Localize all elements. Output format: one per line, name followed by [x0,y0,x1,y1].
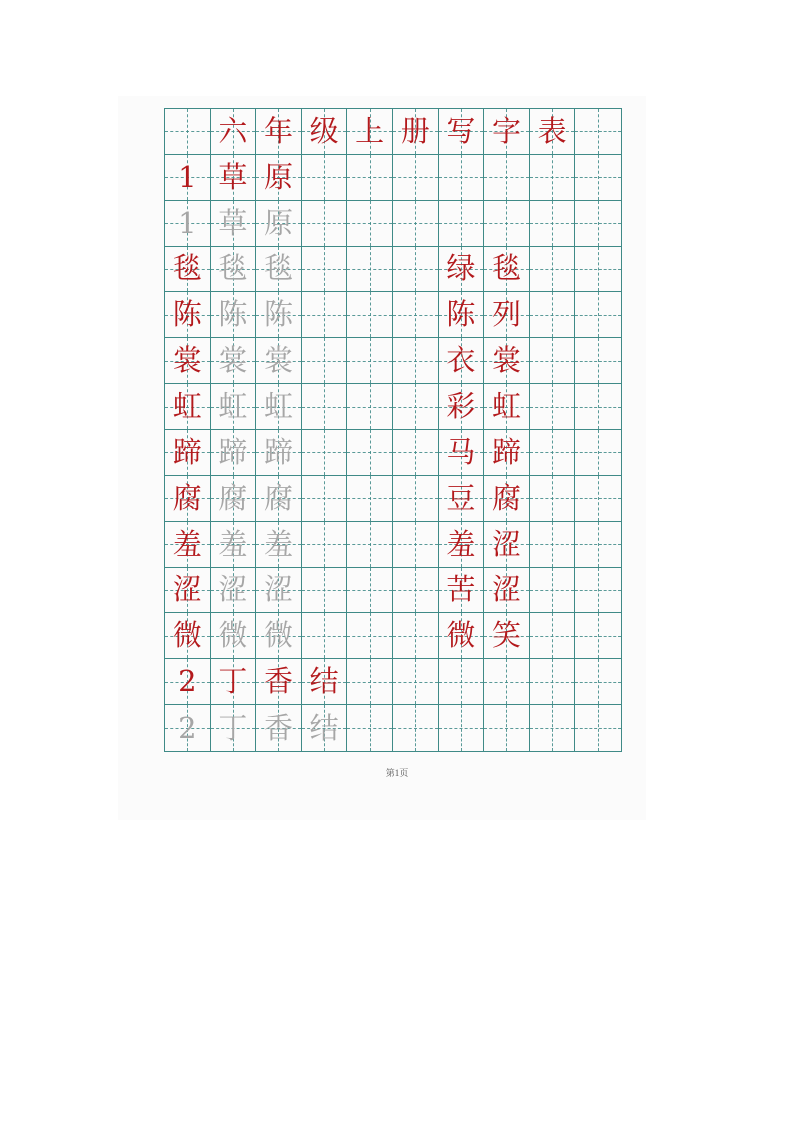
grid-cell [393,705,439,751]
grid-cell [256,201,302,247]
grid-cell [165,155,211,201]
grid-cell [484,384,530,430]
grid-character: 原 [263,205,293,240]
grid-character: 结 [309,710,339,745]
title-character: 年 [263,113,293,148]
grid-character: 绿 [446,251,476,286]
grid-cell [302,430,348,476]
grid-cell [484,476,530,522]
grid-cell [393,201,439,247]
grid-cell [393,247,439,293]
grid-cell [256,522,302,568]
grid-cell [393,109,439,155]
grid-character: 羞 [218,526,248,561]
grid-cell [211,659,257,705]
grid-character: 陈 [446,297,476,332]
grid-cell [439,659,485,705]
grid-cell [530,338,576,384]
grid-cell [484,613,530,659]
grid-cell [530,613,576,659]
grid-character: 微 [218,618,248,653]
grid-character: 原 [263,159,293,194]
grid-character: 2 [178,664,197,699]
grid-character: 腐 [172,480,202,515]
grid-cell [302,155,348,201]
grid-cell [211,201,257,247]
grid-cell [439,476,485,522]
grid-cell [530,247,576,293]
grid-cell [211,705,257,751]
grid-cell [347,522,393,568]
grid-cell [575,384,621,430]
grid-cell [302,522,348,568]
title-character: 六 [218,113,248,148]
grid-cell [393,430,439,476]
grid-cell [439,430,485,476]
grid-cell [302,705,348,751]
grid-cell [256,292,302,338]
grid-cell [393,155,439,201]
grid-cell [165,384,211,430]
grid-cell [484,338,530,384]
grid-cell [439,109,485,155]
grid-cell [165,659,211,705]
grid-cell [484,292,530,338]
grid-cell [256,568,302,614]
grid-cell [575,155,621,201]
grid-character: 腐 [491,480,521,515]
grid-cell [484,155,530,201]
grid-cell [530,155,576,201]
title-character: 字 [491,113,521,148]
grid-character: 毯 [491,251,521,286]
grid-cell [439,522,485,568]
grid-character: 毯 [172,251,202,286]
grid-character: 苦 [446,572,476,607]
grid-cell [211,292,257,338]
grid-character: 虹 [172,389,202,424]
grid-cell [347,476,393,522]
grid-cell [302,568,348,614]
grid-cell [575,430,621,476]
grid-cell [347,659,393,705]
grid-cell [484,568,530,614]
grid-character: 羞 [263,526,293,561]
grid-character: 丁 [218,664,248,699]
grid-cell [302,201,348,247]
grid-cell [439,568,485,614]
grid-cell [347,705,393,751]
grid-character: 裳 [491,343,521,378]
grid-cell [302,476,348,522]
grid-cell [165,109,211,155]
grid-character: 蹄 [218,434,248,469]
grid-cell [165,613,211,659]
grid-cell [393,384,439,430]
grid-cell [439,292,485,338]
grid-cell [211,568,257,614]
grid-cell [165,522,211,568]
grid-cell [347,292,393,338]
grid-character: 腐 [263,480,293,515]
grid-cell [347,384,393,430]
grid-character: 毯 [218,251,248,286]
grid-cell [439,247,485,293]
grid-cell [165,292,211,338]
grid-cell [211,247,257,293]
grid-cell [393,568,439,614]
grid-cell [575,522,621,568]
grid-cell [211,384,257,430]
grid-cell [347,430,393,476]
grid-cell [575,659,621,705]
grid-cell [211,109,257,155]
grid-cell [256,705,302,751]
grid-cell [211,430,257,476]
grid-cell [575,292,621,338]
grid-character: 裳 [218,343,248,378]
grid-cell [211,338,257,384]
grid-character: 毯 [263,251,293,286]
grid-cell [256,430,302,476]
grid-character: 香 [263,664,293,699]
grid-character: 陈 [172,297,202,332]
tianzige-writing-grid [164,108,622,752]
grid-cell [393,522,439,568]
grid-cell [530,476,576,522]
grid-cell [484,659,530,705]
grid-cell [211,476,257,522]
grid-cell [211,613,257,659]
grid-cell [165,476,211,522]
grid-cell [530,705,576,751]
grid-cell [256,613,302,659]
grid-cell [347,109,393,155]
grid-character: 涩 [172,572,202,607]
grid-character: 裳 [263,343,293,378]
grid-cell [575,568,621,614]
grid-character: 虹 [491,389,521,424]
grid-cell [484,247,530,293]
grid-cell [439,338,485,384]
grid-cell [439,155,485,201]
grid-cell [302,338,348,384]
grid-cell [256,384,302,430]
grid-cell [165,338,211,384]
grid-character: 2 [178,710,197,745]
grid-cell [575,338,621,384]
page-number: 第1页 [385,768,409,778]
grid-character: 虹 [218,389,248,424]
grid-cell [530,430,576,476]
title-character: 写 [446,113,476,148]
grid-cell [347,247,393,293]
grid-character: 彩 [446,389,476,424]
grid-character: 蹄 [172,434,202,469]
grid-cell [393,476,439,522]
grid-cell [165,430,211,476]
grid-cell [575,247,621,293]
grid-cell [484,522,530,568]
grid-cell [165,568,211,614]
grid-character: 丁 [218,710,248,745]
grid-character: 涩 [491,572,521,607]
grid-character: 蹄 [491,434,521,469]
grid-cell [165,201,211,247]
grid-cell [302,247,348,293]
grid-cell [347,568,393,614]
grid-cell [484,201,530,247]
title-character: 表 [537,113,567,148]
grid-character: 1 [178,205,197,240]
grid-character: 腐 [218,480,248,515]
grid-cell [302,613,348,659]
grid-cell [484,109,530,155]
grid-cell [575,705,621,751]
grid-cell [484,705,530,751]
grid-cell [256,155,302,201]
grid-cell [165,705,211,751]
grid-cell [165,247,211,293]
grid-cell [530,659,576,705]
grid-cell [393,292,439,338]
grid-cell [530,292,576,338]
grid-character: 结 [309,664,339,699]
grid-character: 微 [172,618,202,653]
grid-cell [484,430,530,476]
grid-character: 草 [218,159,248,194]
grid-cell [393,338,439,384]
grid-character: 涩 [491,526,521,561]
grid-character: 笑 [491,618,521,653]
title-character: 上 [355,113,385,148]
grid-character: 裳 [172,343,202,378]
grid-character: 1 [178,159,197,194]
grid-cell [347,155,393,201]
grid-cell [302,292,348,338]
grid-cell [575,109,621,155]
grid-character: 虹 [263,389,293,424]
grid-cell [302,384,348,430]
grid-cell [302,109,348,155]
grid-character: 羞 [446,526,476,561]
grid-cell [347,338,393,384]
grid-cell [256,338,302,384]
grid-cell [347,613,393,659]
grid-character: 微 [446,618,476,653]
grid-cell [256,659,302,705]
grid-cell [575,613,621,659]
grid-cell [439,384,485,430]
grid-cell [530,568,576,614]
grid-cell [575,201,621,247]
grid-cell [530,109,576,155]
grid-character: 香 [263,710,293,745]
grid-character: 马 [446,434,476,469]
grid-character: 微 [263,618,293,653]
grid-character: 陈 [263,297,293,332]
grid-character: 豆 [446,480,476,515]
grid-character: 涩 [218,572,248,607]
grid-cell [439,201,485,247]
grid-character: 羞 [172,526,202,561]
grid-cell [575,476,621,522]
grid-cell [439,613,485,659]
grid-cell [256,247,302,293]
grid-character: 陈 [218,297,248,332]
grid-cell [302,659,348,705]
grid-character: 涩 [263,572,293,607]
grid-cell [256,476,302,522]
grid-cell [530,522,576,568]
title-character: 册 [400,113,430,148]
grid-cell [211,155,257,201]
grid-cell [393,659,439,705]
grid-character: 蹄 [263,434,293,469]
grid-character: 草 [218,205,248,240]
grid-cell [347,201,393,247]
grid-cell [256,109,302,155]
grid-cell [530,384,576,430]
grid-cell [393,613,439,659]
grid-cell [530,201,576,247]
grid-cell [439,705,485,751]
title-character: 级 [309,113,339,148]
grid-character: 衣 [446,343,476,378]
grid-cell [211,522,257,568]
grid-character: 列 [491,297,521,332]
